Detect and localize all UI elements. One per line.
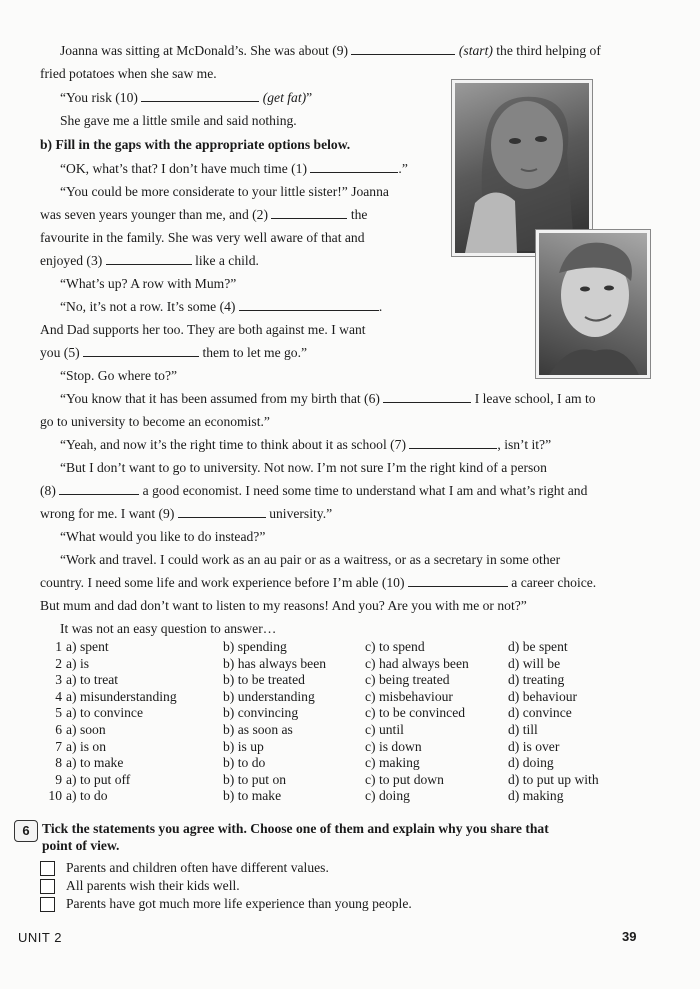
story-line <box>60 620 276 638</box>
option-b[interactable]: b) to be treated <box>223 672 305 688</box>
story-line <box>40 574 596 592</box>
statement-checkbox[interactable] <box>40 897 55 912</box>
story-line <box>60 459 547 477</box>
statement-checkbox[interactable] <box>40 879 55 894</box>
option-d[interactable]: d) behaviour <box>508 688 578 704</box>
option-b[interactable]: b) to do <box>223 755 266 771</box>
story-text: ” <box>306 90 313 105</box>
story-line <box>40 229 365 247</box>
option-d[interactable]: d) convince <box>508 705 572 721</box>
story-line <box>60 528 265 546</box>
unit-text: UNIT 2 <box>18 930 62 945</box>
heading-text: b) Fill in the gaps with the appropriate options below. <box>40 137 351 152</box>
option-d[interactable]: d) is over <box>508 738 560 754</box>
statement-label <box>66 895 412 913</box>
story-text: “Work and travel. I could work as an au pair or as a waitress, or as a secretary in some other <box>60 552 561 567</box>
page-number-text: 39 <box>622 929 637 944</box>
option-b[interactable]: b) has always been <box>223 655 327 671</box>
story-line-3 <box>60 89 312 107</box>
story-text: “Stop. Go where to?” <box>60 368 178 383</box>
statement-label <box>66 877 240 895</box>
option-row <box>36 672 599 689</box>
story-line <box>40 413 270 431</box>
story-text: go to university to become an economist.” <box>40 414 270 429</box>
option-c[interactable]: c) doing <box>365 788 410 804</box>
option-a[interactable]: a) soon <box>66 721 106 737</box>
hint-text: (get fat) <box>262 90 307 105</box>
story-text: “What’s up? A row with Mum?” <box>60 276 237 291</box>
story-text: like a child. <box>195 253 259 268</box>
story-text: the <box>350 207 368 222</box>
story-text: I leave school, I am to <box>474 391 596 406</box>
option-d[interactable]: d) to put up with <box>508 771 599 787</box>
option-a[interactable]: a) is on <box>66 738 107 754</box>
options-table <box>36 639 599 805</box>
option-d[interactable]: d) doing <box>508 755 554 771</box>
option-number: 2 <box>55 655 62 671</box>
unit-label <box>18 930 62 945</box>
task-instruction-2 <box>42 837 119 855</box>
statement-text: Parents have got much more life experience than young people. <box>66 896 412 911</box>
boy-photo <box>536 230 650 378</box>
option-a[interactable]: a) is <box>66 655 90 671</box>
option-row <box>36 656 599 673</box>
story-line <box>40 206 367 224</box>
story-text: .” <box>398 161 408 176</box>
story-text: She gave me a little smile and said nothing. <box>60 113 297 128</box>
task-number-badge <box>14 820 38 842</box>
option-c[interactable]: c) to put down <box>365 771 444 787</box>
option-c[interactable]: c) to be convinced <box>365 705 466 721</box>
option-b[interactable]: b) spending <box>223 639 287 654</box>
gap-blank[interactable] <box>106 252 192 265</box>
task-instruction-1 <box>42 820 549 838</box>
option-number: 7 <box>55 738 62 754</box>
task-number: 6 <box>22 823 30 838</box>
story-line <box>60 390 596 408</box>
story-text: a career choice. <box>511 575 597 590</box>
gap-blank[interactable] <box>271 206 347 219</box>
gap-blank[interactable] <box>351 42 455 55</box>
option-number: 8 <box>55 755 62 771</box>
gap-blank[interactable] <box>239 298 379 311</box>
option-a[interactable]: a) to convince <box>66 705 143 721</box>
story-line <box>40 482 587 500</box>
option-row <box>36 705 599 722</box>
option-b[interactable]: b) to make <box>223 788 282 804</box>
story-text: . <box>378 299 383 314</box>
option-b[interactable]: b) understanding <box>223 688 315 704</box>
option-d[interactable]: d) be spent <box>508 639 568 654</box>
story-text: “Yeah, and now it’s the right time to think about it as school (7) <box>60 437 406 452</box>
story-text: “But I don’t want to go to university. Not now. I’m not sure I’m the right kind of a person <box>60 460 547 475</box>
story-text: “What would you like to do instead?” <box>60 529 266 544</box>
option-row <box>36 755 599 772</box>
gap-blank[interactable] <box>141 89 259 102</box>
story-text: (8) <box>40 483 56 498</box>
story-text: , isn’t it?” <box>497 437 552 452</box>
story-text: “You could be more considerate to your little sister!” Joanna <box>60 184 389 199</box>
option-row <box>36 772 599 789</box>
story-line <box>60 275 236 293</box>
option-a[interactable]: a) spent <box>66 639 109 654</box>
option-a[interactable]: a) to do <box>66 788 108 804</box>
story-text: a good economist. I need some time to understand what I am and what’s right and <box>142 483 588 498</box>
story-text: fried potatoes when she saw me. <box>40 66 217 81</box>
option-b[interactable]: b) convincing <box>223 705 299 721</box>
story-line <box>60 367 177 385</box>
option-b[interactable]: b) to put on <box>223 771 287 787</box>
story-text: But mum and dad don’t want to listen to my reasons! And you? Are you with me or not?” <box>40 598 527 613</box>
statement-text: Parents and children often have different values. <box>66 860 329 875</box>
story-text: Joanna was sitting at McDonald’s. She was about (9) <box>60 43 349 58</box>
story-text: wrong for me. I want (9) <box>40 506 175 521</box>
gap-blank[interactable] <box>408 574 508 587</box>
option-c[interactable]: c) to spend <box>365 639 425 654</box>
option-b[interactable]: b) as soon as <box>223 721 293 737</box>
page-number <box>622 929 636 944</box>
option-number: 5 <box>55 705 62 721</box>
gap-blank[interactable] <box>178 505 266 518</box>
option-c[interactable]: c) being treated <box>365 672 450 688</box>
story-text: university.” <box>269 506 333 521</box>
option-number: 10 <box>48 788 62 804</box>
option-number: 3 <box>55 672 62 688</box>
story-text: them to let me go.” <box>202 345 308 360</box>
story-text: you (5) <box>40 345 80 360</box>
story-line-4 <box>60 112 297 130</box>
option-c[interactable]: c) is down <box>365 738 422 754</box>
gap-blank[interactable] <box>383 390 471 403</box>
option-a[interactable]: a) to make <box>66 755 124 771</box>
story-text: And Dad supports her too. They are both against me. I want <box>40 322 366 337</box>
option-d[interactable]: d) till <box>508 721 538 737</box>
option-row <box>36 639 599 656</box>
story-text: “You risk (10) <box>60 90 138 105</box>
option-number: 4 <box>55 688 62 704</box>
statement-label <box>66 859 329 877</box>
story-text: the third helping of <box>496 43 601 58</box>
gap-blank[interactable] <box>59 482 139 495</box>
story-text: enjoyed (3) <box>40 253 103 268</box>
story-line <box>40 505 332 523</box>
instruction-text: Tick the statements you agree with. Choose one of them and explain why you share that <box>42 821 549 836</box>
story-line <box>40 597 527 615</box>
option-d[interactable]: d) will be <box>508 655 561 671</box>
story-line-2 <box>40 65 217 83</box>
hint-text: (start) <box>458 43 493 58</box>
story-text: “No, it’s not a row. It’s some (4) <box>60 299 236 314</box>
statement-text: All parents wish their kids well. <box>66 878 240 893</box>
option-row <box>36 722 599 739</box>
statement-checkbox[interactable] <box>40 861 55 876</box>
option-c[interactable]: c) misbehaviour <box>365 688 453 704</box>
instruction-text: point of view. <box>42 838 120 853</box>
option-c[interactable]: c) until <box>365 721 404 737</box>
story-text: It was not an easy question to answer… <box>60 621 277 636</box>
option-c[interactable]: c) had always been <box>365 655 469 671</box>
option-number: 9 <box>55 771 62 787</box>
gap-blank[interactable] <box>409 436 497 449</box>
option-number: 1 <box>55 639 62 654</box>
story-line-1 <box>60 42 601 60</box>
story-text: country. I need some life and work experience before I’m able (10) <box>40 575 405 590</box>
option-row <box>36 739 599 756</box>
option-a[interactable]: a) misunderstanding <box>66 688 177 704</box>
story-text: “OK, what’s that? I don’t have much time (1) <box>60 161 308 176</box>
option-d[interactable]: d) treating <box>508 672 565 688</box>
story-line <box>60 436 551 454</box>
gap-blank[interactable] <box>83 344 199 357</box>
option-row <box>36 689 599 706</box>
story-line <box>40 344 307 362</box>
story-text: favourite in the family. She was very well aware of that and <box>40 230 365 245</box>
section-b-heading <box>40 136 350 154</box>
story-line <box>60 551 560 569</box>
story-line <box>60 183 389 201</box>
story-line <box>40 321 366 339</box>
story-text: was seven years younger than me, and (2) <box>40 207 268 222</box>
option-number: 6 <box>55 721 62 737</box>
story-line <box>60 298 382 316</box>
option-c[interactable]: c) making <box>365 755 420 771</box>
option-b[interactable]: b) is up <box>223 738 264 754</box>
option-d[interactable]: d) making <box>508 788 564 804</box>
option-a[interactable]: a) to treat <box>66 672 119 688</box>
gap-blank[interactable] <box>310 160 398 173</box>
story-text: “You know that it has been assumed from my birth that (6) <box>60 391 380 406</box>
option-row <box>36 788 599 805</box>
story-line <box>60 160 408 178</box>
story-line <box>40 252 259 270</box>
option-a[interactable]: a) to put off <box>66 771 131 787</box>
